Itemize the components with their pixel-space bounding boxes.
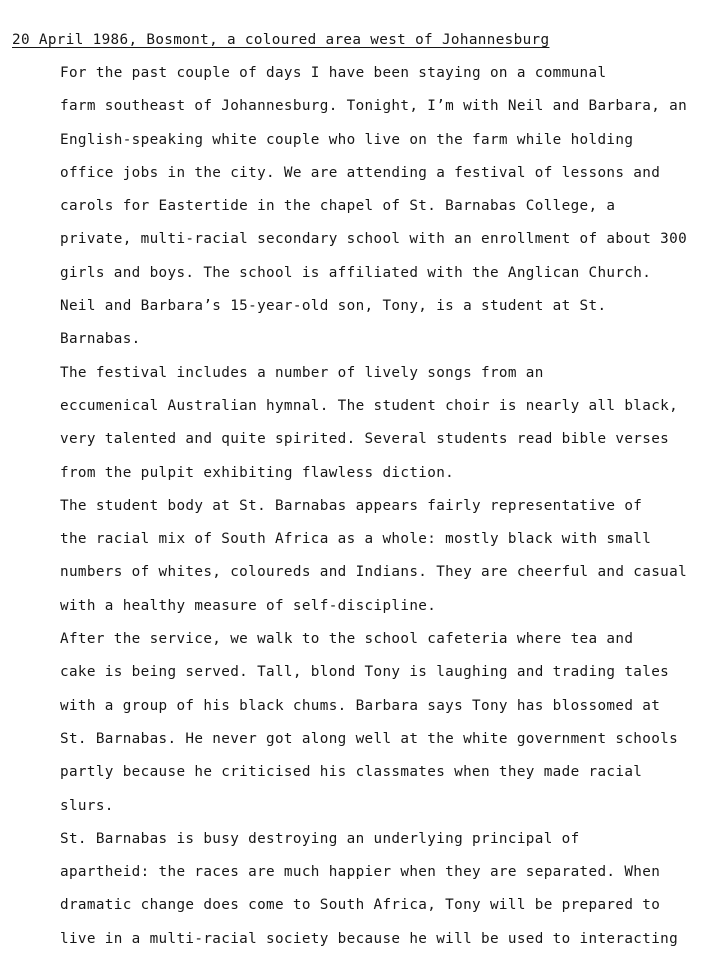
paragraph-5 [10, 823, 710, 956]
text-line: For the past couple of days I have been staying on a communal [60, 65, 607, 81]
text-line: girls and boys. The school is affiliated with the Anglican Church. [60, 264, 652, 281]
paragraph-4 [10, 623, 710, 823]
text-line: eccumenical Australian hymnal. The student choir is nearly all black, [60, 397, 679, 414]
text-line: Neil and Barbara’s 15-year-old son, Tony, is a student at St. [60, 298, 607, 315]
text-line: St. Barnabas is busy destroying an underlying principal of [60, 830, 580, 847]
text-line: After the service, we walk to the school cafeteria where tea and [60, 631, 634, 648]
paragraph-3 [10, 490, 710, 623]
text-line: with a healthy measure of self-discipline. [60, 597, 437, 614]
text-line: cake is being served. Tall, blond Tony is laughing and trading tales [60, 664, 670, 681]
text-line: partly because he criticised his classmates when they made racial [60, 764, 643, 781]
text-line: live in a multi-racial society because he will be used to interacting [60, 930, 679, 947]
paragraph-1 [10, 57, 710, 357]
text-line: with a group of his black chums. Barbara says Tony has blossomed at [60, 697, 661, 714]
text-line: carols for Eastertide in the chapel of St. Barnabas College, a [60, 198, 616, 215]
text-line: slurs. [60, 797, 114, 814]
entry-body [10, 57, 710, 956]
text-line: apartheid: the races are much happier when they are separated. When [60, 864, 661, 881]
entry-heading: 20 April 1986, Bosmont, a coloured area west of Johannesburg [12, 32, 550, 48]
text-line: very talented and quite spirited. Several students read bible verses [60, 431, 670, 448]
text-line: the racial mix of South Africa as a whole: mostly black with small [60, 531, 652, 548]
text-line: farm southeast of Johannesburg. Tonight, I’m with Neil and Barbara, an [60, 98, 688, 115]
text-line: Barnabas. [60, 331, 141, 348]
text-line: numbers of whites, coloureds and Indians. They are cheerful and casual [60, 564, 688, 581]
text-line: The student body at St. Barnabas appears fairly representative of [60, 497, 643, 514]
text-line: St. Barnabas. He never got along well at the white government schools [60, 730, 679, 747]
paragraph-2 [10, 357, 710, 490]
text-line: English-speaking white couple who live on the farm while holding [60, 131, 634, 148]
text-line: dramatic change does come to South Africa, Tony will be prepared to [60, 897, 661, 914]
text-line: private, multi-racial secondary school with an enrollment of about 300 [60, 231, 688, 248]
text-line: The festival includes a number of lively songs from an [60, 364, 544, 381]
text-line: office jobs in the city. We are attending a festival of lessons and [60, 164, 661, 181]
text-line: from the pulpit exhibiting flawless diction. [60, 464, 455, 481]
